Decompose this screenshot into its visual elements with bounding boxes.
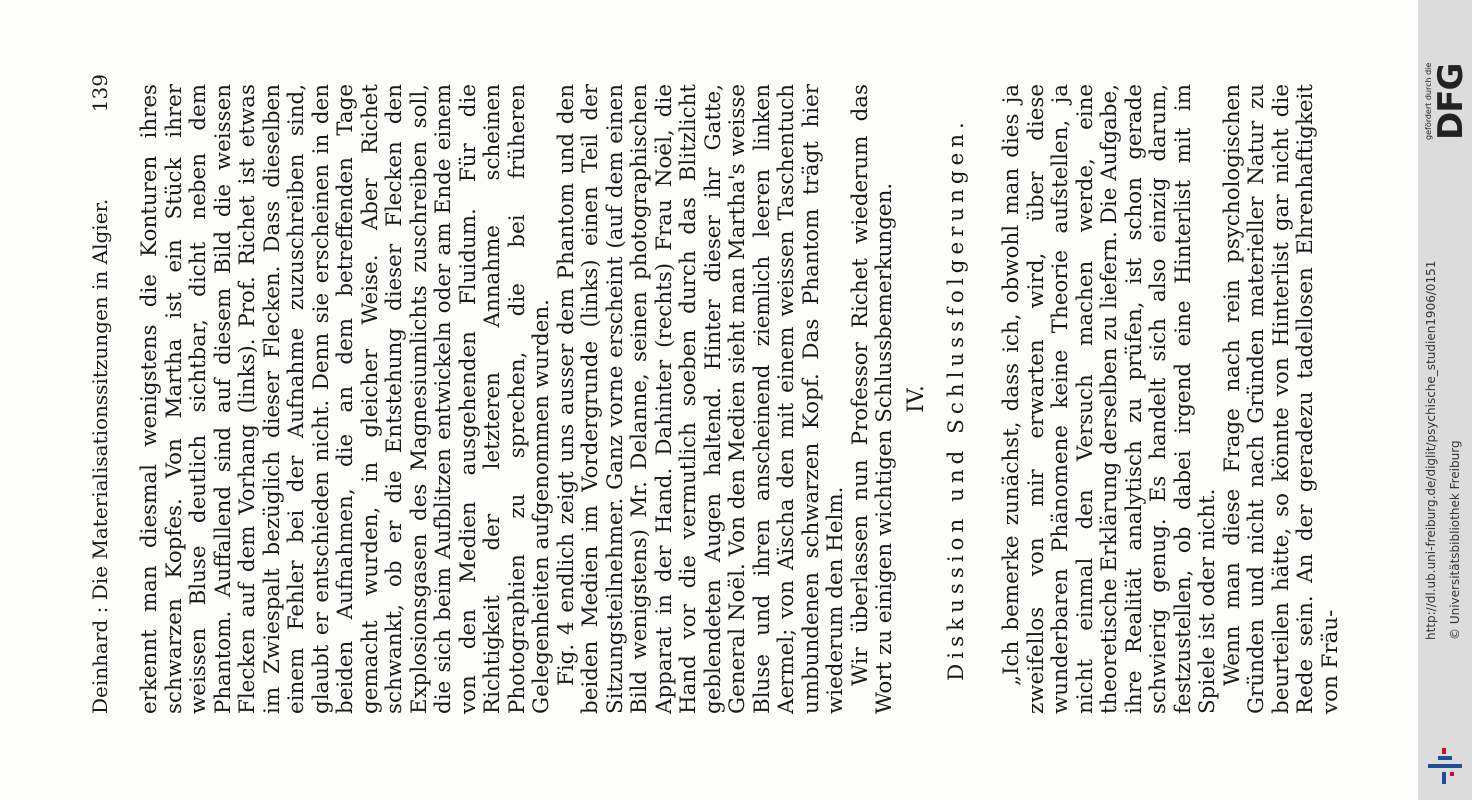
paragraph: Wenn man diese Frage nach rein psychologischen Gründen und nicht nach Gründen materieller Natur zu beurteilen hätte, so könnte von Hinterlist gar nicht die Rede sein. An der geradezu tadellosen Ehrenhaftigkeit von Fräu- bbox=[1219, 84, 1343, 714]
section-number: IV. bbox=[904, 385, 929, 413]
paragraph: Fig. 4 endlich zeigt uns ausser dem Phantom und den beiden Medien im Vordergrunde (links) einen Teil der Sitzungsteilnehmer. Ganz vorne erscheint (auf dem einen Bild wenigstens) Mr. Delanne, seinen photographischen Apparat in der Hand. Dahinter (rechts) Frau Noël, die Hand vor die vermutlich soeben durch das Blitzlicht geblendeten Augen haltend. Hinter dieser ihr Gatte, General Noël. Von den Medien sieht man Martha's weisse Bluse und ihren anscheinend ziemlich leeren linken Aermel; von Aïscha den mit einem weissen Taschentuch umbundenen schwarzen Kopf. Das Phantom trägt hier wiederum den Helm. bbox=[553, 84, 848, 714]
dfg-wordmark: DFG bbox=[1431, 63, 1471, 140]
page-header bbox=[88, 74, 118, 714]
dfg-logo bbox=[1420, 10, 1470, 140]
university-library-logo-icon bbox=[1428, 748, 1462, 784]
dfg-funding-note: gefördert durch die bbox=[1424, 62, 1433, 140]
copyright-notice: © Universitätsbibliothek Freiburg bbox=[1448, 440, 1462, 640]
text-block-2 bbox=[1000, 84, 1343, 714]
paragraph: Wir überlassen nun Professor Richet wiederum das Wort zu einigen wichtigen Schlussbemerkungen. bbox=[847, 84, 897, 714]
running-head: Deinhard : Die Materialisationssitzungen in Algier. bbox=[88, 198, 112, 714]
paragraph: „Ich bemerke zunächst, dass ich, obwohl man dies ja zweifellos von mir erwarten wird, über diese wunderbaren Phänomene keine Theorie aufstellen, ja nicht einmal den Versuch machen werde, eine theoretische Erklärung derselben zu liefern. Die Aufgabe, ihre Realität analytisch zu prüfen, ist schon gerade schwierig genug. Es handelt sich also einzig darum, festzustellen, ob dabei irgend eine Hinterlist mit im Spiele ist oder nicht. bbox=[999, 84, 1220, 714]
rotated-sidebar-content bbox=[1418, 0, 1472, 800]
viewer-sidebar bbox=[1418, 0, 1472, 800]
paragraph: erkennt man diesmal wenigstens die Konturen ihres schwarzen Kopfes. Von Martha ist ein Stück ihrer weissen Bluse deutlich sichtbar, dicht neben dem Phantom. Auffallend sind auf diesem Bild die weissen Flecken auf dem Vorhang (links). Prof. Richet ist etwas im Zwiespalt bezüglich dieser Flecken. Dass dieselben einem Fehler bei der Aufnahme zuzuschreiben sind, glaubt er entschieden nicht. Denn sie erscheinen in den beiden Aufnahmen, die an dem betreffenden Tage gemacht wurden, in gleicher Weise. Aber Richet schwankt, ob er die Entstehung dieser Flecken den Explosionsgasen des Magnesiumlichts zuschreiben soll, die sich beim Aufblitzen entwickeln oder am Ende einem von den Medien ausgehenden Fluidum. Für die Richtigkeit der letzteren Annahme scheinen Photographien zu sprechen, die bei früheren Gelegenheiten aufgenommen wurden. bbox=[137, 84, 554, 714]
source-url[interactable]: http://dl.ub.uni-freiburg.de/diglit/psychische_studien1906/0151 bbox=[1424, 260, 1438, 640]
page-number: 139 bbox=[88, 74, 112, 113]
section-title: Diskussion und Schlussfolgerungen. bbox=[944, 117, 969, 681]
text-block-1 bbox=[138, 84, 898, 714]
